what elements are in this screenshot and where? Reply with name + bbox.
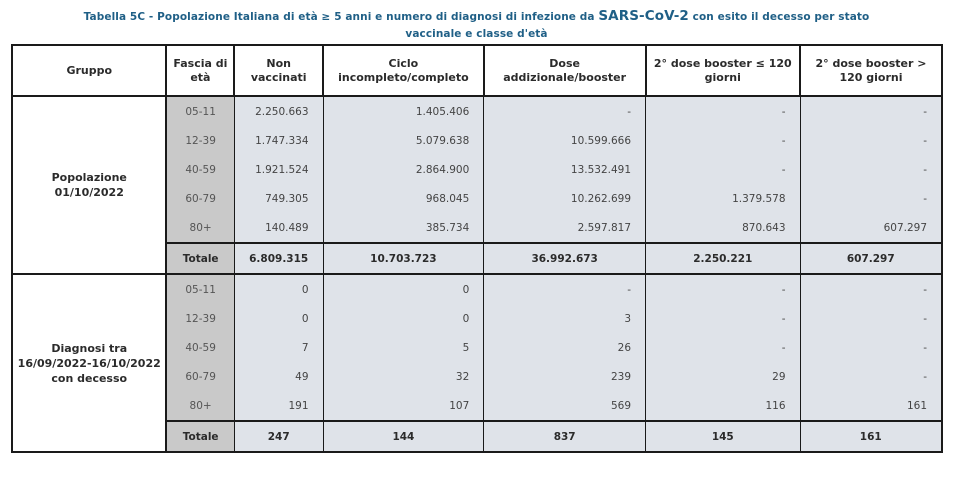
value-cell: 0 [234, 274, 323, 304]
total-value-cell: 161 [800, 421, 942, 452]
age-cell: 12-39 [166, 126, 234, 155]
header-non-vaccinati: Non vaccinati [234, 45, 323, 96]
total-value-cell: 36.992.673 [484, 243, 646, 274]
value-cell: 161 [800, 391, 942, 421]
value-cell: 2.597.817 [484, 213, 646, 243]
value-cell: - [646, 126, 800, 155]
value-cell: 749.305 [234, 184, 323, 213]
value-cell: - [646, 155, 800, 184]
table-title [0, 8, 953, 43]
age-cell: 12-39 [166, 304, 234, 333]
header-row [12, 45, 942, 96]
value-cell: - [800, 96, 942, 126]
value-cell: 26 [484, 333, 646, 362]
age-cell: 80+ [166, 213, 234, 243]
age-cell: 05-11 [166, 96, 234, 126]
value-cell: 116 [646, 391, 800, 421]
value-cell: 1.405.406 [323, 96, 484, 126]
value-cell: 5 [323, 333, 484, 362]
value-cell: - [800, 126, 942, 155]
total-value-cell: 10.703.723 [323, 243, 484, 274]
value-cell: 191 [234, 391, 323, 421]
value-cell: - [800, 304, 942, 333]
total-value-cell: 837 [484, 421, 646, 452]
value-cell: - [646, 274, 800, 304]
value-cell: - [484, 96, 646, 126]
value-cell: 3 [484, 304, 646, 333]
total-label: Totale [166, 421, 234, 452]
total-value-cell: 144 [323, 421, 484, 452]
total-value-cell: 247 [234, 421, 323, 452]
value-cell: 107 [323, 391, 484, 421]
value-cell: 1.921.524 [234, 155, 323, 184]
value-cell: - [484, 274, 646, 304]
age-cell: 40-59 [166, 333, 234, 362]
value-cell: - [800, 155, 942, 184]
value-cell: - [800, 184, 942, 213]
value-cell: 870.643 [646, 213, 800, 243]
age-cell: 60-79 [166, 184, 234, 213]
value-cell: 10.262.699 [484, 184, 646, 213]
value-cell: 2.250.663 [234, 96, 323, 126]
value-cell: 7 [234, 333, 323, 362]
header-fascia: Fascia di età [166, 45, 234, 96]
value-cell: 1.379.578 [646, 184, 800, 213]
value-cell: 607.297 [800, 213, 942, 243]
table-row [12, 96, 942, 126]
value-cell: 49 [234, 362, 323, 391]
header-booster-gt-120: 2° dose booster > 120 giorni [800, 45, 942, 96]
total-value-cell: 145 [646, 421, 800, 452]
value-cell: - [646, 333, 800, 362]
value-cell: - [800, 362, 942, 391]
value-cell: 0 [234, 304, 323, 333]
data-table [11, 44, 943, 453]
value-cell: 385.734 [323, 213, 484, 243]
age-cell: 80+ [166, 391, 234, 421]
age-cell: 05-11 [166, 274, 234, 304]
value-cell: 29 [646, 362, 800, 391]
value-cell: 2.864.900 [323, 155, 484, 184]
value-cell: 0 [323, 304, 484, 333]
group-label: Popolazione 01/10/2022 [12, 96, 166, 274]
value-cell: 1.747.334 [234, 126, 323, 155]
total-value-cell: 2.250.221 [646, 243, 800, 274]
value-cell: 140.489 [234, 213, 323, 243]
header-dose-addizionale: Dose addizionale/booster [484, 45, 646, 96]
table-row [12, 274, 942, 304]
value-cell: - [646, 96, 800, 126]
header-ciclo: Ciclo incompleto/completo [323, 45, 484, 96]
value-cell: 13.532.491 [484, 155, 646, 184]
header-booster-le-120: 2° dose booster ≤ 120 giorni [646, 45, 800, 96]
value-cell: 5.079.638 [323, 126, 484, 155]
value-cell: 32 [323, 362, 484, 391]
total-value-cell: 607.297 [800, 243, 942, 274]
value-cell: - [800, 333, 942, 362]
value-cell: 968.045 [323, 184, 484, 213]
age-cell: 60-79 [166, 362, 234, 391]
value-cell: 0 [323, 274, 484, 304]
age-cell: 40-59 [166, 155, 234, 184]
value-cell: 239 [484, 362, 646, 391]
total-label: Totale [166, 243, 234, 274]
table-title-line2: vaccinale e classe d'età [405, 28, 548, 40]
group-label: Diagnosi tra 16/09/2022-16/10/2022 con decesso [12, 274, 166, 452]
total-value-cell: 6.809.315 [234, 243, 323, 274]
value-cell: - [800, 274, 942, 304]
table-title-line1: Tabella 5C - Popolazione Italiana di età ≥ 5 anni e numero di diagnosi di infezione da SARS-CoV-2 con esito il decesso per stato [83, 8, 870, 24]
value-cell: 569 [484, 391, 646, 421]
value-cell: 10.599.666 [484, 126, 646, 155]
value-cell: - [646, 304, 800, 333]
header-gruppo: Gruppo [12, 45, 166, 96]
